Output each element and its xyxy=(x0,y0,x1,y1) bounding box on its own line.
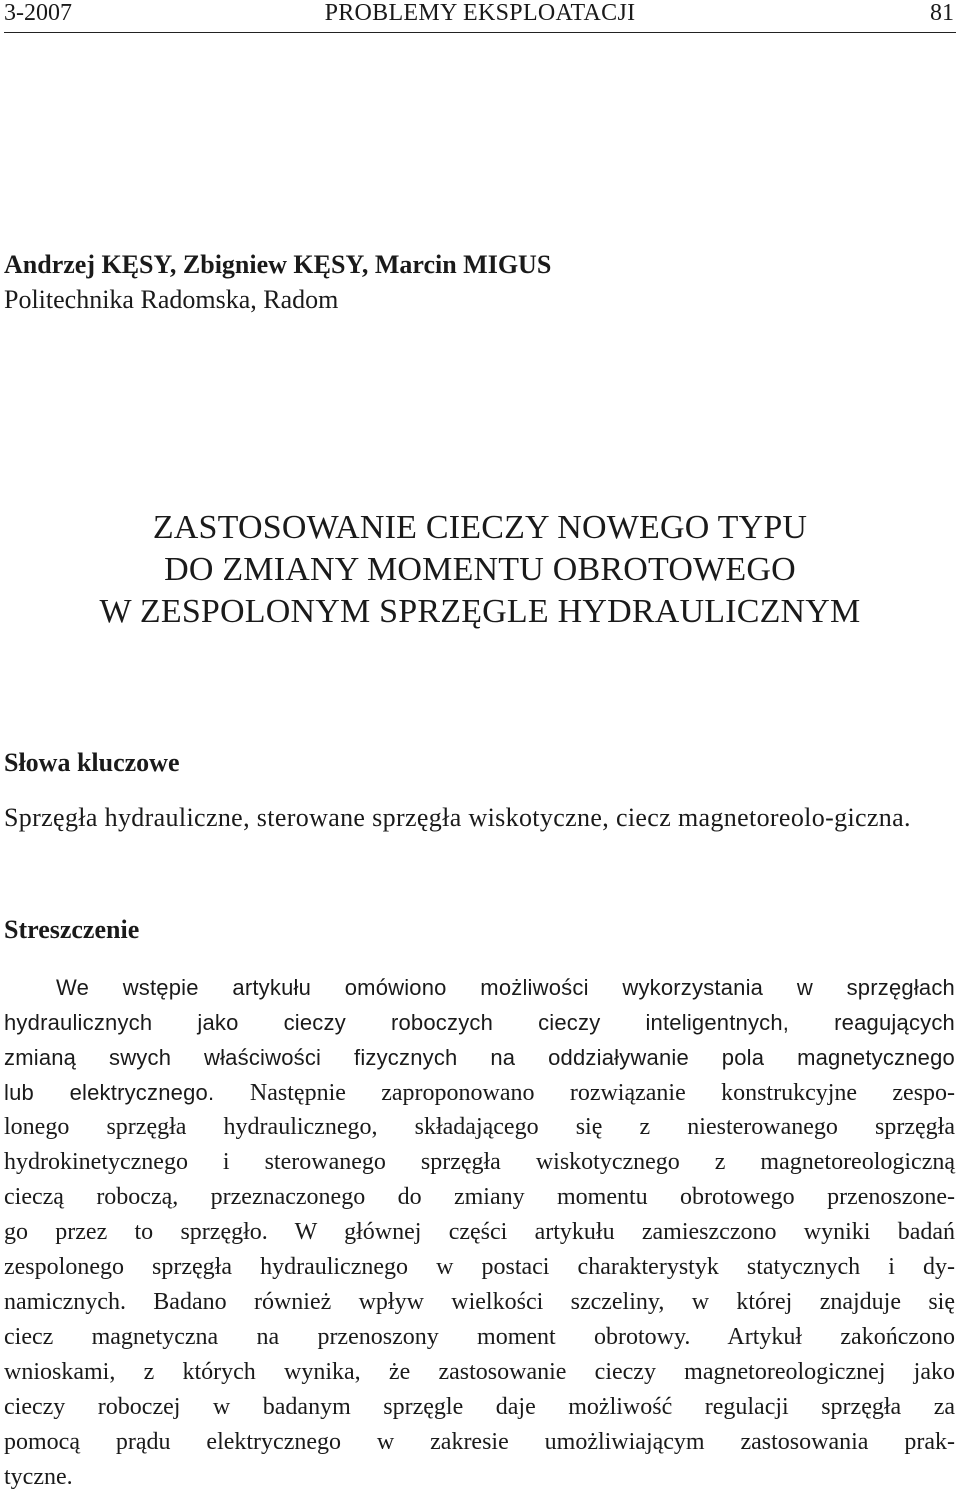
header-rule xyxy=(4,32,956,33)
abstract-line: hydraulicznych jako cieczy roboczych cieczy inteligentnych, reagujących xyxy=(4,1010,955,1035)
abstract-line: We wstępie artykułu omówiono możliwości wykorzystania w sprzęgłach xyxy=(56,975,955,1000)
abstract-line: pomocą prądu elektrycznego w zakresie umożliwiającym zastosowania prak- xyxy=(4,1429,955,1455)
affiliation: Politechnika Radomska, Radom xyxy=(4,285,339,314)
abstract-line: zmianą swych właściwości fizycznych na oddziaływanie pola magnetycznego xyxy=(4,1045,955,1070)
abstract-line: zespolonego sprzęgła hydraulicznego w postaci charakterystyk statycznych i dy- xyxy=(4,1254,955,1280)
abstract-line: tyczne. xyxy=(4,1464,73,1490)
article-title xyxy=(0,507,960,633)
abstract-line: namicznych. Badano również wpływ wielkości szczeliny, w której znajduje się xyxy=(4,1289,955,1315)
abstract-line: ciecz magnetyczna na przenoszony moment obrotowy. Artykuł zakończono xyxy=(4,1324,955,1350)
authors: Andrzej KĘSY, Zbigniew KĘSY, Marcin MIGUS xyxy=(4,250,552,279)
abstract-heading: Streszczenie xyxy=(4,915,140,944)
page-number: 81 xyxy=(930,0,954,26)
keywords-text: Sprzęgła hydrauliczne, sterowane sprzęgła wiskotyczne, ciecz magnetoreolo-giczna. xyxy=(4,803,911,832)
issue-number: 3-2007 xyxy=(4,0,72,26)
abstract-line: lonego sprzęgła hydraulicznego, składającego się z niesterowanego sprzęgła xyxy=(4,1114,955,1140)
abstract-line: hydrokinetycznego i sterowanego sprzęgła wiskotycznego z magnetoreologiczną xyxy=(4,1149,955,1175)
keywords-heading: Słowa kluczowe xyxy=(4,748,180,777)
abstract-line-part: Następnie zaproponowano rozwiązanie konstrukcyjne zespo- xyxy=(249,1080,956,1106)
abstract-line: go przez to sprzęgło. W głównej części artykułu zamieszczono wyniki badań xyxy=(4,1219,955,1245)
title-line: DO ZMIANY MOMENTU OBROTOWEGO xyxy=(164,551,796,588)
title-line: ZASTOSOWANIE CIECZY NOWEGO TYPU xyxy=(152,509,808,546)
abstract-line: cieczą roboczą, przeznaczonego do zmiany momentu obrotowego przenoszone- xyxy=(4,1184,955,1210)
running-header xyxy=(4,0,956,30)
abstract-body xyxy=(4,970,955,1495)
abstract-line: cieczy roboczej w badanym sprzęgle daje możliwość regulacji sprzęgła za xyxy=(4,1394,955,1420)
abstract-line: wnioskami, z których wynika, że zastosowanie cieczy magnetoreologicznej jako xyxy=(4,1359,955,1385)
abstract-line-part: lub elektrycznego. xyxy=(4,1080,215,1105)
journal-name: PROBLEMY EKSPLOATACJI xyxy=(324,0,636,26)
abstract-line xyxy=(4,1075,955,1110)
title-line: W ZESPOLONYM SPRZĘGLE HYDRAULICZNYM xyxy=(99,593,861,630)
